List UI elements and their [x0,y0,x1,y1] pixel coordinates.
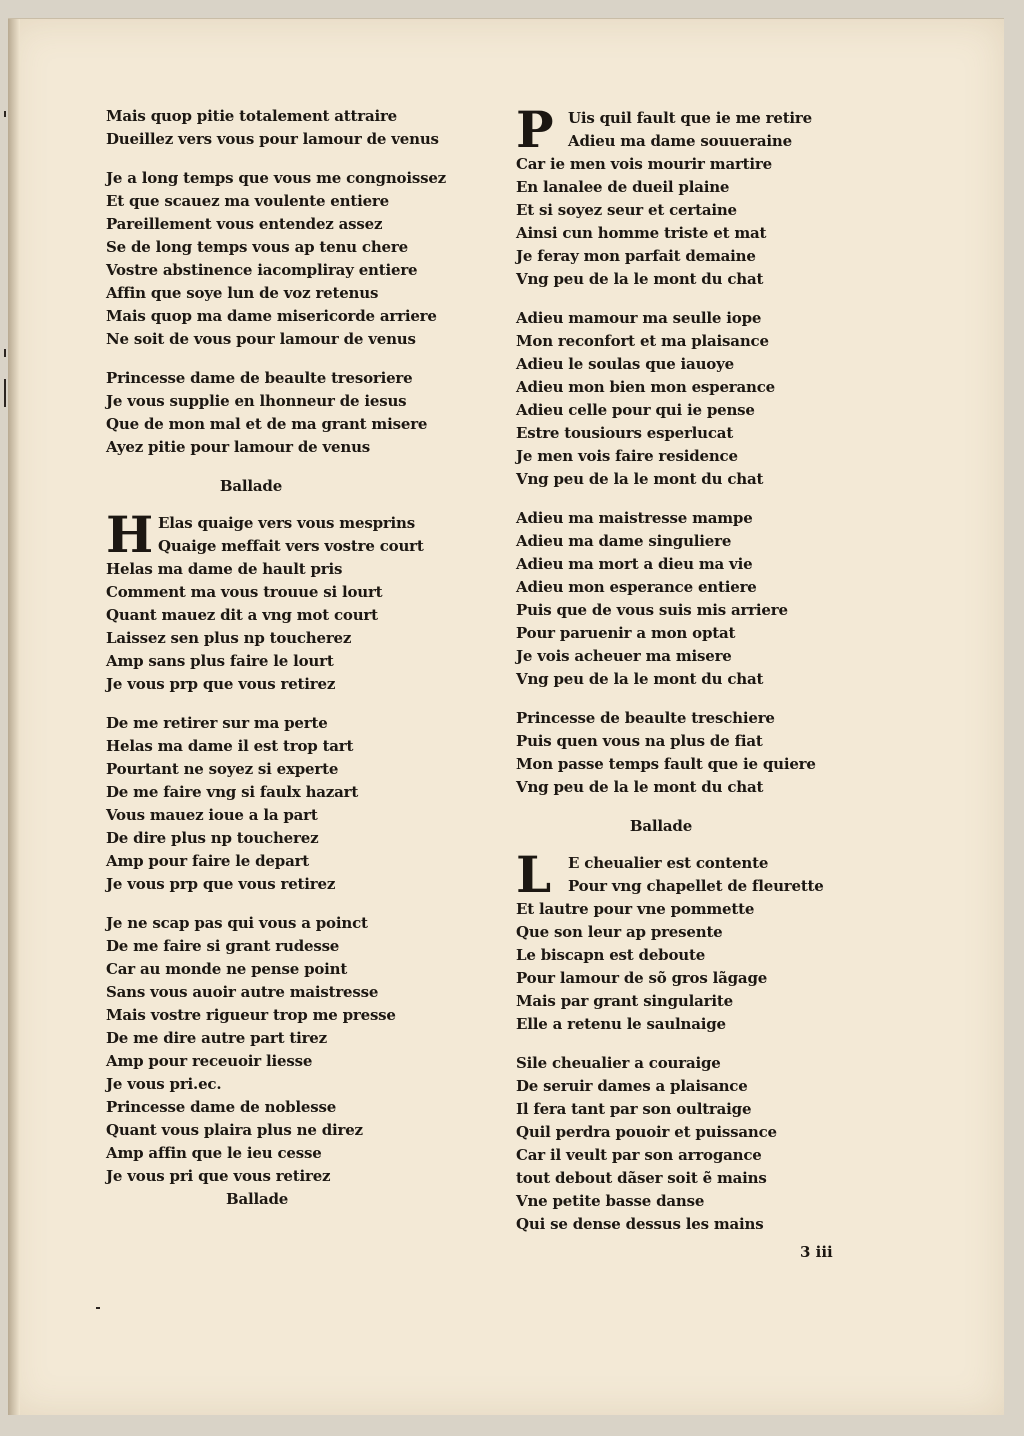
left-stanza-3 [106,367,466,459]
ballade-heading: Ballade [226,1190,289,1208]
verse-line: Quaige meffait vers vostre court [158,537,424,555]
verse-line: Affin que soye lun de voz retenus [106,284,379,302]
verse-line: Mais quop pitie totalement attraire [106,107,398,125]
stray-mark [4,379,6,407]
verse-line: Mon reconfort et ma plaisance [516,332,769,350]
verse-line: Vng peu de la le mont du chat [516,670,764,688]
verse-line: Vng peu de la le mont du chat [516,778,764,796]
right-stanza-3 [516,507,876,691]
verse-line: Puis que de vous suis mis arriere [516,601,788,619]
page-gutter [8,19,20,1415]
verse-line: Estre tousiours esperlucat [516,424,734,442]
verse-line: Comment ma vous trouue si lourt [106,583,383,601]
right-stanza-4 [516,707,876,799]
verse-line: Amp pour faire le depart [106,852,310,870]
verse-line: Ainsi cun homme triste et mat [516,224,767,242]
verse-line: Qui se dense dessus les mains [516,1215,764,1233]
left-stanza-1 [106,105,466,151]
verse-line: Adieu ma dame singuliere [516,532,732,550]
right-stanza-1 [516,100,876,291]
verse-line: Je vous supplie en lhonneur de iesus [106,392,407,410]
verse-line: Pareillement vous entendez assez [106,215,383,233]
verse-line: Amp pour receuoir liesse [106,1052,313,1070]
verse-line: Vne petite basse danse [516,1192,705,1210]
verse-line: Je men vois faire residence [516,447,738,465]
verse-line: Vous mauez ioue a la part [106,806,318,824]
book-page [8,18,1004,1415]
verse-line: Princesse dame de noblesse [106,1098,337,1116]
verse-line: De me faire vng si faulx hazart [106,783,359,801]
verse-line: De dire plus np toucherez [106,829,319,847]
verse-line: Amp affin que le ieu cesse [106,1144,322,1162]
verse-line: Elas quaige vers vous mesprins [158,514,416,532]
stray-mark [4,349,6,357]
verse-line: Amp sans plus faire le lourt [106,652,334,670]
verse-line: Pour lamour de sõ gros lãgage [516,969,768,987]
verse-line: Je feray mon parfait demaine [516,247,756,265]
right-stanza-2 [516,307,876,491]
left-column [106,105,466,1211]
verse-line: Mon passe temps fault que ie quiere [516,755,816,773]
signature-mark: 3 iii [800,1243,833,1261]
verse-line: Je ne scap pas qui vous a poinct [106,914,368,932]
verse-line: Vostre abstinence iacompliray entiere [106,261,418,279]
verse-line: Mais quop ma dame misericorde arriere [106,307,437,325]
verse-line: Car au monde ne pense point [106,960,348,978]
verse-line: Helas ma dame de hault pris [106,560,343,578]
verse-line: Princesse dame de beaulte tresoriere [106,369,413,387]
verse-line: Je vous prp que vous retirez [106,675,336,693]
verse-line: Adieu mon bien mon esperance [516,378,775,396]
verse-line: Je a long temps que vous me congnoissez [106,169,447,187]
verse-line: De me faire si grant rudesse [106,937,340,955]
drop-cap-initial: P [516,100,554,159]
verse-line: Helas ma dame il est trop tart [106,737,354,755]
verse-line: Pour vng chapellet de fleurette [568,877,824,895]
verse-line: Se de long temps vous ap tenu chere [106,238,408,256]
verse-line: Elle a retenu le saulnaige [516,1015,726,1033]
verse-line: Adieu mon esperance entiere [516,578,757,596]
right-column [516,100,876,1252]
left-stanza-6 [106,912,466,1188]
verse-line: Pourtant ne soyez si experte [106,760,339,778]
verse-line: Laissez sen plus np toucherez [106,629,352,647]
verse-line: De seruir dames a plaisance [516,1077,748,1095]
verse-line: Adieu ma dame souueraine [568,132,792,150]
verse-line: Quant vous plaira plus ne direz [106,1121,363,1139]
left-stanza-4 [106,505,466,696]
verse-line: Car il veult par son arrogance [516,1146,762,1164]
verse-line: Quil perdra pouoir et puissance [516,1123,777,1141]
verse-line: Et lautre pour vne pommette [516,900,755,918]
verse-line: Je vous pri.ec. [106,1075,222,1093]
verse-line: Je vois acheuer ma misere [516,647,732,665]
verse-line: tout debout dãser soit ẽ mains [516,1169,767,1187]
verse-line: Car ie men vois mourir martire [516,155,772,173]
drop-cap-initial: H [106,505,154,564]
left-stanza-2 [106,167,466,351]
ballade-heading: Ballade [219,477,283,495]
left-stanza-5 [106,712,466,896]
verse-line: Adieu ma maistresse mampe [516,509,753,527]
verse-line: Et si soyez seur et certaine [516,201,737,219]
verse-line: Sans vous auoir autre maistresse [106,983,379,1001]
verse-line: Adieu mamour ma seulle iope [516,309,762,327]
verse-line: Que son leur ap presente [516,923,723,941]
right-stanza-5 [516,845,876,1036]
verse-line: Ne soit de vous pour lamour de venus [106,330,416,348]
verse-line: Il fera tant par son oultraige [516,1100,752,1118]
verse-line: Que de mon mal et de ma grant misere [106,415,428,433]
verse-line: Adieu ma mort a dieu ma vie [516,555,753,573]
verse-line: Je vous pri que vous retirez [106,1167,331,1185]
drop-cap-initial: L [516,845,551,904]
verse-line: En lanalee de dueil plaine [516,178,730,196]
verse-line: Quant mauez dit a vng mot court [106,606,378,624]
verse-line: Je vous prp que vous retirez [106,875,336,893]
verse-line: De me dire autre part tirez [106,1029,327,1047]
verse-line: Mais par grant singularite [516,992,733,1010]
verse-line: Vng peu de la le mont du chat [516,470,764,488]
right-stanza-6 [516,1052,876,1236]
verse-line: Uis quil fault que ie me retire [568,109,812,127]
stray-mark [4,111,6,117]
verse-line: Princesse de beaulte treschiere [516,709,775,727]
verse-line: Mais vostre rigueur trop me presse [106,1006,396,1024]
verse-line: Et que scauez ma voulente entiere [106,192,389,210]
verse-line: Adieu celle pour qui ie pense [516,401,755,419]
verse-line: Sile cheualier a couraige [516,1054,721,1072]
verse-line: Ayez pitie pour lamour de venus [106,438,371,456]
verse-line: Le biscapn est deboute [516,946,706,964]
verse-line: E cheualier est contente [568,854,769,872]
verse-line: De me retirer sur ma perte [106,714,328,732]
verse-line: Puis quen vous na plus de fiat [516,732,763,750]
verse-line: Pour paruenir a mon optat [516,624,736,642]
verse-line: Adieu le soulas que iauoye [516,355,734,373]
ballade-heading: Ballade [629,817,693,835]
verse-line: Vng peu de la le mont du chat [516,270,764,288]
stray-mark [96,1307,100,1309]
verse-line: Dueillez vers vous pour lamour de venus [106,130,439,148]
